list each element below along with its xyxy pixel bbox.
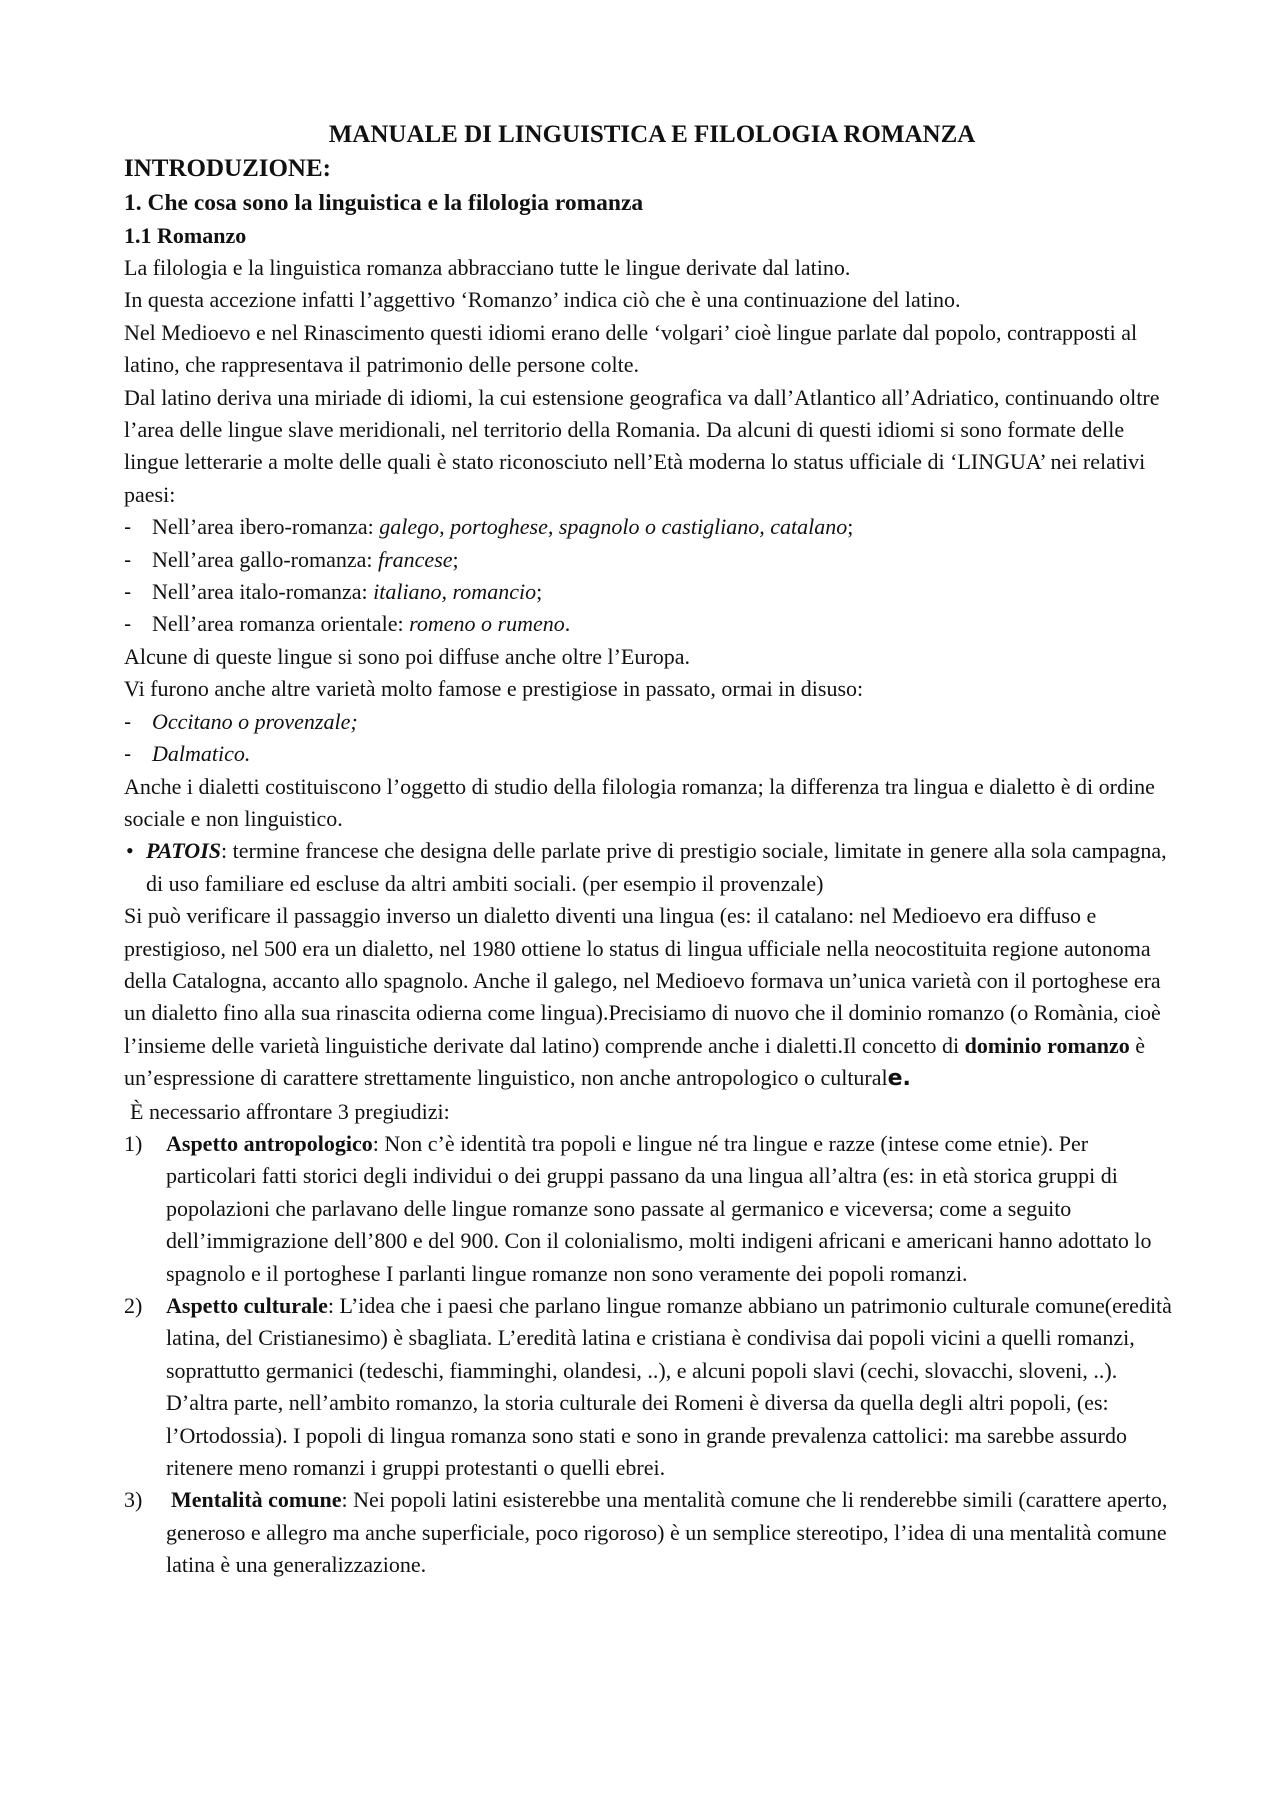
variety-name: Dalmatico. [152,741,251,767]
paragraph-1: La filologia e la linguistica romanza abbracciano tutte le lingue derivate dal latino. [124,255,851,280]
area-end: ; [536,579,543,605]
list-item [124,706,1180,738]
list-item [124,1484,1180,1581]
list-item [124,738,1180,770]
area-languages: galego, portoghese, spagnolo o castigliano, catalano [379,514,848,540]
prejudice-text: : L’idea che i paesi che parlano lingue romanze abbiano un patrimonio culturale comune(eredità latina, del Cristianesimo) è sbagliata. L’eredità latina e cristiana è condivisa dai popoli vicini a quelli romanzi, soprattutto germanici (tedeschi, fiamminghi, olandesi, ..), e alcuni popoli slavi (cechi, slovacchi, sloveni, ..). D’altra parte, nell’ambito romanzo, la storia culturale dei Romeni è diversa da quella degli altri popoli, (es: l’Ortodossia). I popoli di lingua romanza sono stati e sono in grande prevalenza cattolici: ma sarebbe assurdo ritenere meno romanzi i gruppi protestanti o quelli ebrei. [166,1293,1172,1481]
patois-item [124,835,1180,900]
subsection-heading: 1.1 Romanzo [124,223,247,248]
list-item [124,544,1180,576]
item-number: 2) [124,1293,143,1318]
area-end: ; [452,546,459,572]
list-item [124,1128,1180,1290]
romance-areas-list [124,511,1180,641]
item-number: 3) [124,1487,143,1513]
paragraph-8-end: e. [887,1066,911,1092]
paragraph-7: Anche i dialetti costituiscono l’oggetto di studio della filologia romanza; la differenza tra lingua e dialetto è di ordine sociale e non linguistico. [124,773,1155,831]
list-item [124,1290,1180,1484]
prejudice-text: : Nei popoli latini esisterebbe una mentalità comune che li renderebbe simili (carattere aperto, generoso e allegro ma anche superficiale, poco rigoroso) è un semplice stereotipo, l’idea di una mentalità comune latina è una generalizzazione. [166,1487,1168,1578]
document-page [124,118,1180,1582]
section-heading: 1. Che cosa sono la linguistica e la filologia romanza [124,190,644,216]
area-label: Nell’area romanza orientale: [152,611,410,637]
prejudice-term: Aspetto culturale [166,1293,328,1318]
paragraph-9: È necessario affrontare 3 pregiudizi: [130,1098,450,1124]
paragraph-6: Vi furono anche altre varietà molto famose e prestigiose in passato, ormai in disuso: [124,676,864,702]
item-number: 1) [124,1130,143,1156]
paragraph-4: Dal latino deriva una miriade di idiomi, la cui estensione geografica va dall’Atlantico all’Adriatico, continuando oltre l’area delle lingue slave meridionali, nel territorio della Romania. Da alcuni di questi idiomi si sono formate delle lingue letterarie a molte delle quali è stato riconosciuto nell’Età moderna lo status ufficiale di ‘LINGUA’ nei relativi paesi: [124,384,1160,507]
patois-term: PATOIS [146,838,221,864]
area-end: ; [847,514,854,540]
list-item [124,511,1180,543]
dash-bullet-icon: - [124,612,132,637]
list-item [124,608,1180,640]
area-languages: italiano, romancio [373,579,537,605]
dominio-romanzo-term: dominio romanzo [964,1032,1130,1058]
document-title: MANUALE DI LINGUISTICA E FILOLOGIA ROMANZA [328,121,976,148]
prejudices-list [124,1128,1180,1582]
dash-bullet-icon: - [124,547,132,572]
patois-text: : termine francese che designa delle parlate prive di prestigio sociale, limitate in genere alla sola campagna, di uso familiare ed escluse da altri ambiti sociali. (per esempio il provenzale) [146,838,1167,896]
prejudice-term: Aspetto antropologico [166,1130,373,1156]
area-end: . [564,611,571,637]
area-languages: romeno o rumeno [409,611,565,637]
bullet-icon: • [126,838,134,864]
area-label: Nell’area ibero-romanza: [152,514,380,540]
intro-heading: INTRODUZIONE: [124,155,331,182]
paragraph-8 [124,900,1180,1095]
paragraph-5: Alcune di queste lingue si sono poi diffuse anche oltre l’Europa. [124,643,690,669]
dash-bullet-icon: - [124,709,132,734]
variety-name: Occitano o provenzale; [152,708,358,734]
area-languages: francese [377,546,453,572]
dash-bullet-icon: - [124,742,132,767]
paragraph-3: Nel Medioevo e nel Rinascimento questi idiomi erano delle ‘volgari’ cioè lingue parlate dal popolo, contrapposti al latino, che rappresentava il patrimonio delle persone colte. [124,319,1138,378]
area-label: Nell’area gallo-romanza: [152,546,378,572]
paragraph-8-part-b: è un’espressione di carattere strettamente linguistico, non anche antropologico o cultural [124,1032,1146,1091]
list-item [124,576,1180,608]
paragraph-2: In questa accezione infatti l’aggettivo ‘Romanzo’ indica ciò che è una continuazione del latino. [124,287,961,313]
dash-bullet-icon: - [124,515,132,540]
paragraph-8-part-a: Si può verificare il passaggio inverso un dialetto diventi una lingua (es: il catalano: nel Medioevo era diffuso e prestigioso, nel 500 era un dialetto, nel 1980 ottiene lo status di lingua ufficiale nella neocostituita regione autonoma della Catalogna, accanto allo spagnolo. Anche il galego, nel Medioevo formava un’unica varietà con il portoghese era un dialetto fino alla sua rinascita odierna come lingua).Precisiamo di nuovo che il dominio romanzo (o Romània, cioè l’insieme delle varietà linguistiche derivate dal latino) comprende anche i dialetti.Il concetto di [124,903,1161,1058]
area-label: Nell’area italo-romanza: [152,579,374,605]
prejudice-text: : Non c’è identità tra popoli e lingue né tra lingue e razze (intese come etnie). Per particolari fatti storici degli individui o dei gruppi passano da una lingua all’altra (es: in età storica gruppi di popolazioni che parlavano delle lingue romanze sono passate al germanico e viceversa; come a seguito dell’immigrazione dell’800 e del 900. Con il colonialismo, molti indigeni africani e americani hanno adottato lo spagnolo e il portoghese I parlanti lingue romanze non sono veramente dei popoli romanzi. [166,1130,1152,1286]
dash-bullet-icon: - [124,580,132,605]
old-varieties-list [124,706,1180,771]
prejudice-term: Mentalità comune [171,1487,342,1513]
